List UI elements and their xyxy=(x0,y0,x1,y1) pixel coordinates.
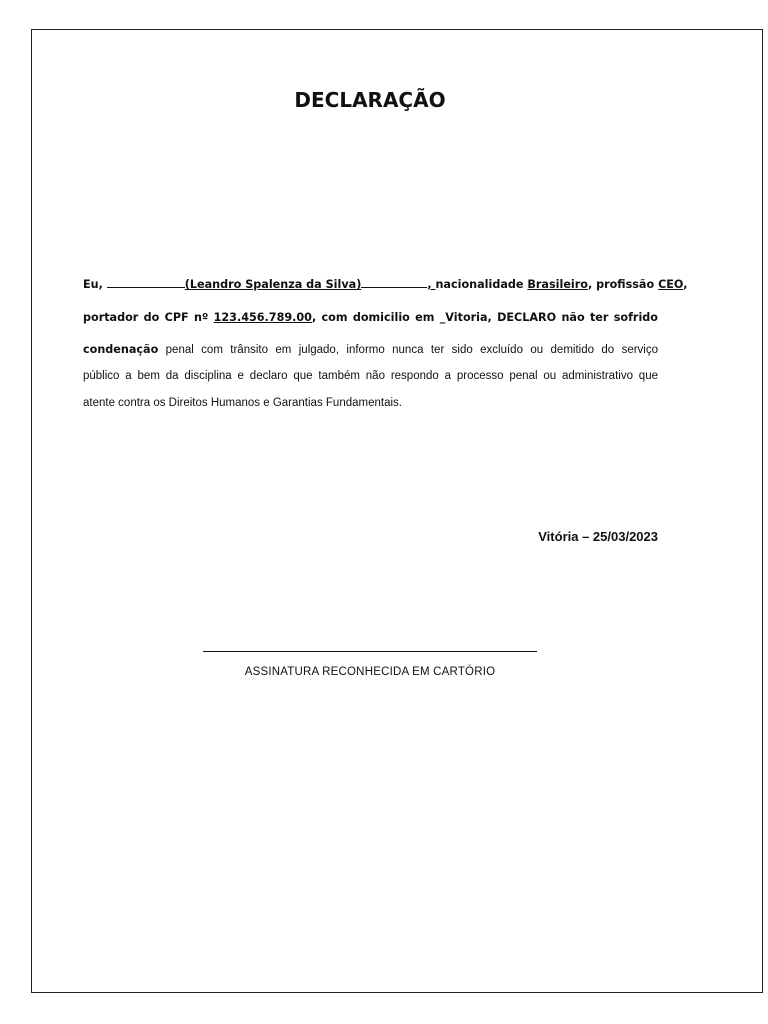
name-value: (Leandro Spalenza da Silva) xyxy=(184,278,362,291)
fill-line xyxy=(361,275,427,288)
city-value: _Vitoria xyxy=(439,311,488,324)
nationality-label: nacionalidade xyxy=(435,278,524,291)
condenacao-word: condenação xyxy=(83,343,159,356)
text-eu: Eu, xyxy=(83,278,103,291)
line3-rest: penal com trânsito em julgado, informo nunca ter sido excluído ou demitido do serviço xyxy=(158,344,658,356)
declaration-line-2 xyxy=(83,303,658,336)
profession-value: CEO xyxy=(658,278,684,291)
fill-line xyxy=(107,275,185,288)
declaration-line-4: público a bem da disciplina e declaro que também não respondo a processo penal ou administrativo que xyxy=(83,370,658,382)
signature-line xyxy=(203,651,537,652)
declaration-line-1 xyxy=(83,270,688,303)
line1-end: , xyxy=(683,278,688,291)
cpf-value: 123.456.789.00 xyxy=(213,311,312,324)
document-title: DECLARAÇÃO xyxy=(294,88,446,112)
domicile-label: , com domicilio em xyxy=(311,311,435,324)
cpf-label: portador do CPF nº xyxy=(83,311,209,324)
profession-label: , profissão xyxy=(587,278,655,291)
line2-rest: , DECLARO não ter sofrido xyxy=(487,311,658,324)
declaration-line-5: atente contra os Direitos Humanos e Garantias Fundamentais. xyxy=(83,397,402,409)
declaration-line-3 xyxy=(83,336,658,363)
nationality-value: Brasileiro xyxy=(527,278,588,291)
name-field xyxy=(107,278,436,291)
signature-caption: ASSINATURA RECONHECIDA EM CARTÓRIO xyxy=(244,666,496,678)
page-border xyxy=(31,29,763,993)
declaration-body xyxy=(83,270,688,417)
name-comma: , xyxy=(427,278,432,291)
place-date: Vitória – 25/03/2023 xyxy=(538,529,658,544)
